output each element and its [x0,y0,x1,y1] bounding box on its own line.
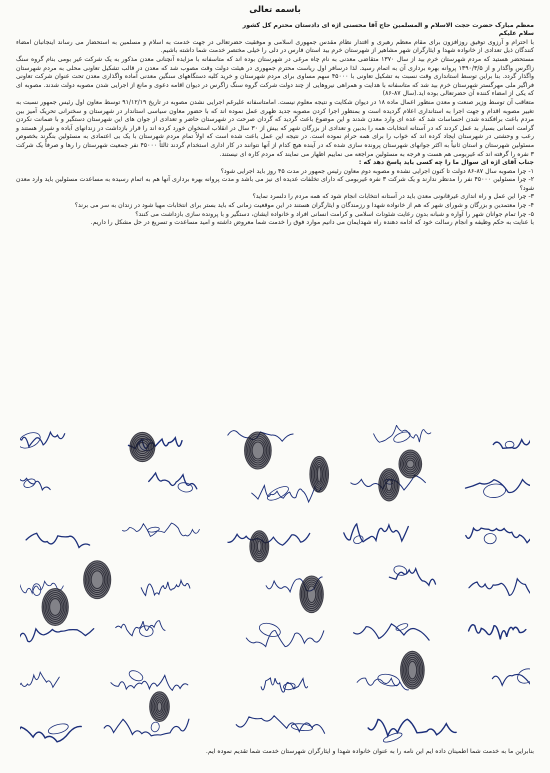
signature-flourish [20,430,43,452]
signature-scribble [466,480,531,493]
signature-scribble [469,625,526,640]
signature-flourish [392,430,411,444]
question-item: ۲- چرا مسئولین ۴۵۰۰۰ نفر را مدنظر ندارند و یک شرکت ۳ نفره غیربومی که دارای تخلفات عدیده ای نیز می باشد و مدت پروانه بهره برداری آنها هم به اتمام رسیده به مساعدت مسئولین باید وارد معدن شود؟ [16,176,535,192]
fingerprint-icon [300,576,323,613]
paragraph: مستحضر هستید که مردم شهرستان خرم بید از سال ۱۳۷۰ متقاضی معدنی به نام چاه مرغی در شهرستان بوده اند که متاسفانه با مزایده آنچنانی معدن مذکور به یک شرکت غیر بومی بنام گروه سنگ زاگرس واگذار و از ۱۳۹۰/۳/۵ پروانه بهره برداری آن به اتمام رسید. لذا درسافر اول ریاست محترم جمهوری در هیئت دولت وقت مصوب شد که معدن در قالب تشکیل تعاونی محلی به مردم شهرستان واگذار گردد. بنا براین توسط استانداری وقت نسبت به تشکیل تعاونی با ۴۵۰۰۰ سهم مساوی برای مردم شهرستان و خرید کلیه دستگاههای سنگین معدنی آماده واگذاری معدن تحت عنوان شرکت تعاونی فراگیر ملی مهرگستر شهرستان خرم بید شد که متاسفانه با هدایت و همراهی نیروهایی از چند دولت شرکت گروه سنگ زاگرس در دیوان اقامه دعوی و مانع از اجرایی شدن مصوبه دولت شدند. مصوبه ای که یکی از امضاء کننده آن حضرتعالی بوده اید.(سال ۸۷-۸۶) [16,55,534,98]
question-item: ۵- چرا تمام جوانان شهر را آواره و شبانه بدون رعایت شئونات اسلامی و کرامت انسانی افراد و خانواده ایشان، دستگیر و با پرونده سازی بازداشت می کنند؟ [135,210,534,218]
request-line: با عنایت به حکم وظیفه و انجام رسالت خود که ادامه دهنده راه شهدایمان می دانیم موارد فوق را خدمت شما معروض داشته و امید مساعدت و تسریع در حل مشکل را داریم. [90,219,534,227]
letter-title: باسمه تعالی [249,5,301,15]
letter-body [16,6,534,228]
closing-line: بنابراین ما به خدمت شما اطمینان داده ایم این نامه را به عنوان خانواده شهدا و ایثارگران شهرستان خدمت شما تقدیم نموده ایم. [205,748,534,755]
fingerprint-icon [399,450,422,478]
signature-scribble [368,719,456,736]
signature-scribble [354,624,430,640]
signature-scribble [20,629,94,642]
question-item: ۴- چرا معتمدین و بزرگان و شورای شهر که هم از خانواده شهدا و رزمندگان و ایثارگران هستند در این موقعیت زمانی که باید بستر برای انتخابات مهیا شود در زندان به سر می برند؟ [74,202,534,210]
fingerprint-icon [42,589,68,626]
fingerprint-icon [310,456,329,492]
signature-flourish [150,721,160,733]
fingerprint-icon [245,432,272,469]
signature-scribble [389,569,435,586]
signature-block [20,425,530,743]
fingerprint-icon [250,531,269,562]
fingerprint-icon [150,692,170,722]
signature-scribble [26,533,90,547]
signature-flourish [393,564,408,576]
signature-scribble [141,580,190,595]
signature-scribble [20,672,59,687]
paragraph: با احترام و آرزوی توفیق روزافزون برای مقام معظم رهبری و اقتدار نظام مقدس جمهوری اسلامی و موفقیت حضرتعالی در جهت خدمت به اسلام و مسلمین به استحضار می رساند اینجانبان امضاء کنندگان ذیل تعدادی از خانواده شهدا و ایثارگران شهر مشاهیر از شهرستان خرم بید استان فارس در دلی را خیلی مختصر خدمت شما داشته باشیم. [16,38,534,55]
signature-flourish [352,534,364,545]
signature-scribble [246,631,323,647]
fingerprint-icon [379,469,399,501]
signature-flourish [147,526,159,532]
signature-scribble [111,675,188,690]
fingerprint-icon [130,432,155,461]
signature-flourish [128,669,145,683]
signature-scribble [493,437,530,449]
signature-flourish [139,625,153,637]
signature-flourish [382,731,403,743]
signature-flourish [22,477,36,489]
signature-scribble [149,473,197,489]
signature-flourish [484,533,497,544]
signature-scribble [344,524,409,542]
paragraph: متعاقب آن توسط وزیر صنعت و معدن منظور اعمال ماده ۱۸ در دیوان شکایت و نتیجه معلوم نیست. امامتاسفانه علیرغم اجرایی نشدن مصوبه در تاریخ ۹۱/۱۲/۱۹ توسط معاون اول رئیس جمهور نسبت به تغییر مصوبه اقدام و جهت اجرا به استانداری اعلام گردیده است و بمنظور اجرا کردن مصوبه جدید ظهری عمل نموده اند که با حضور معاون سیاسی استاندار در شهرستان و سخنرانی تحریک آمیز بین مردم باعث برافکنده شدن احساسات شد که عده ای وارد معدن شدند و این موضوع باعث گردید که گردان صرحت در شهرستان حاضر و تعدادی از جوان های این شهرستان دستگیر و با ضمانت نکردن گرامت انسانی بسیار بد عمل کردند که در آستانه انتخابات همه را بدبین و تعدادی از بزرگان شهر که بیش از ۳۰ سال در انقلاب استخوان خورد کرده اند را قرار بازداشت در زندانهای آباده و شیراز هستند و رعب و وحشتی در شهرستان ایجاد کرده اند که خواب را برای همه حرام نموده است. در نتیجه این عمل باعث شده است که اولاً تمام مردم شهرستان با یک بی اعتمادی به مسئولین بنگرند بخصوص مسئولین شهرستان و استان ثانیاً به اکثر جوانهای شهرستان پرونده سازی شده که در آینده هیچ کدام از آنها نتوانند در کار اداری استخدام گردند ثالثاً ۴۵۰۰۰ نفر جمعیت شهرستان را رها و صرفاً یک شرکت ۳ نفره را گرفته اند که غیربومی هم هست و فرجه به مسئولین مراجعه می نماییم اظهار می نمایند که مردم کاره ای نیستند. [16,98,535,158]
signature-scribble [374,425,431,442]
signature-flourish [395,622,409,632]
signature-scribble [123,523,200,536]
question-item: ۳- چرا این عمل و راه اندازی غیرقانونی معدن باید در آستانه انتخابات انجام شود که همه مردم را دلسرد نماید؟ [252,193,534,201]
signature-scribble [469,579,530,597]
fingerprint-icon [401,651,425,689]
signature-flourish [47,722,69,736]
signatures-svg [20,425,530,743]
greeting-line: سلام علیکم [498,30,534,38]
signature-scribble [20,726,81,741]
addressee-line: معظم مبارک حضرت حجت الاسلام و المسلمین حاج آقا محسنی اژه ای دادستان محترم کل کشور [242,21,534,29]
question-intro: جناب آقای اژه ای سوال ما را چه کسی باید پاسخ دهد که : [358,159,534,167]
fingerprint-icon [84,561,111,599]
signature-scribble [252,486,322,503]
signature-scribble [236,716,324,734]
question-item: ۱- چرا مصوبه سال ۸۷-۸۶ دولت تا کنون اجرایی نشده و مصوبه دوم معاون رئیس جمهور در مدت ۴۵ روز باید اجرایی شود؟ [220,167,534,175]
signature-scribble [466,528,530,543]
signature-scribble [104,719,189,736]
